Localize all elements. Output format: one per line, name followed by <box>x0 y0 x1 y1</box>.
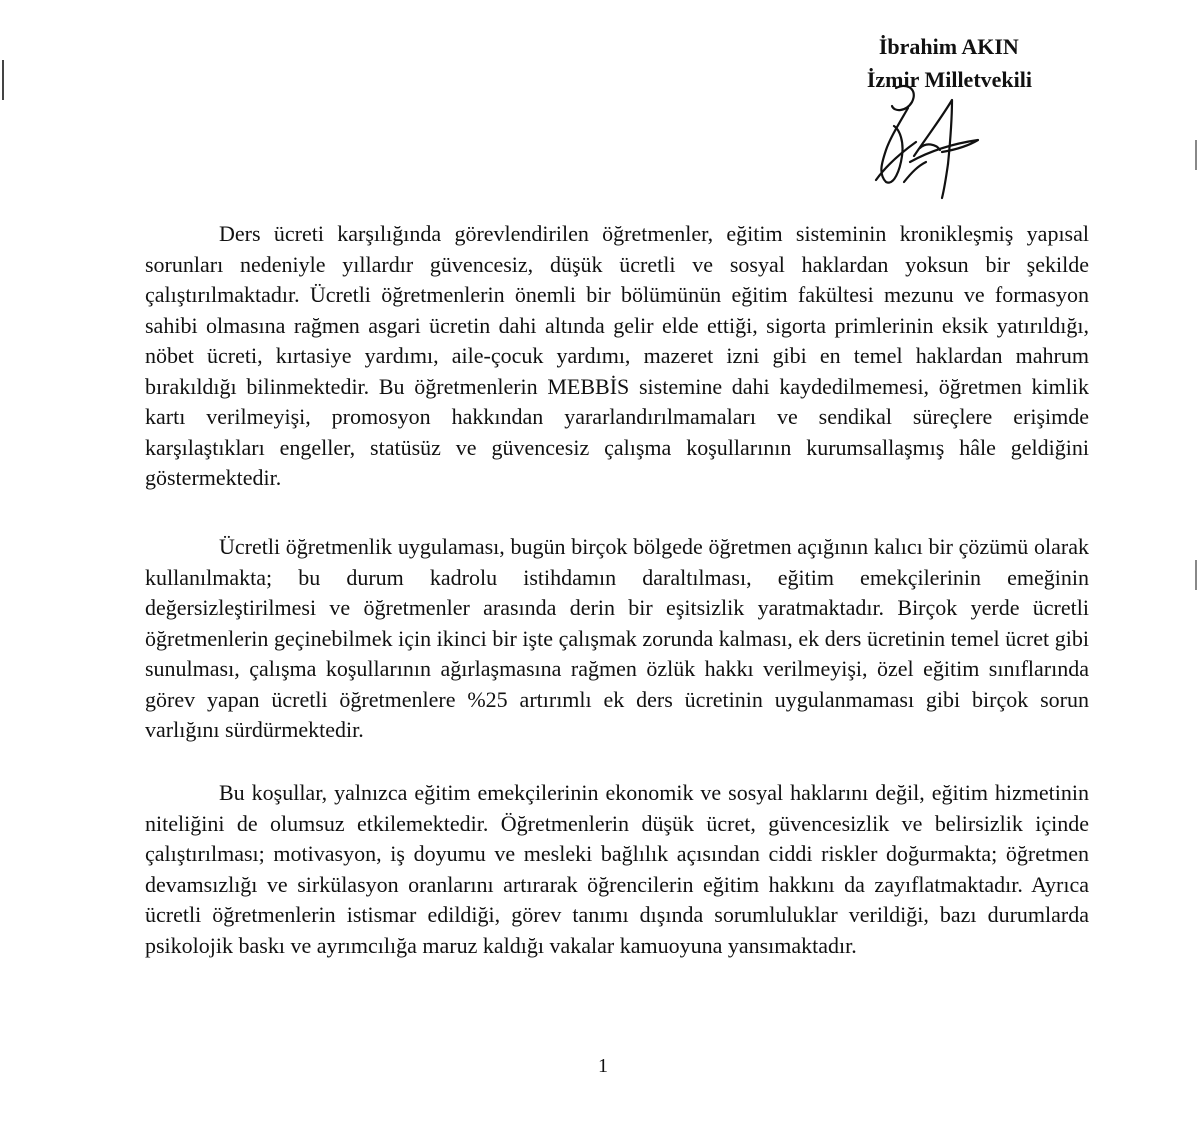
scan-edge-right <box>1195 140 1197 170</box>
scan-edge-left <box>2 60 4 100</box>
page-number: 1 <box>598 1055 608 1077</box>
paragraph-3: Bu koşullar, yalnızca eğitim emekçilerinin ekonomik ve sosyal haklarını değil, eğitim hizmetinin niteliğini de olumsuz etkilemektedir. Öğretmenlerin düşük ücret, güvencesizlik ve belirsizlik içinde çalıştırılması; motivasyon, iş doyumu ve mesleki bağlılık açısından ciddi riskler doğurmakta; öğretmen devamsızlığı ve sirkülasyon oranlarını artırarak öğrencilerin eğitim hakkını da zayıflatmaktadır. Ayrıca ücretli öğretmenlerin istismar edildiği, görev tanımı dışında sorumluluklar verildiği, bazı durumlarda psikolojik baskı ve ayrımcılığa maruz kaldığı vakalar kamuoyuna yansımaktadır. <box>145 780 1089 958</box>
handwritten-signature-icon <box>856 82 986 202</box>
author-name: İbrahim AKIN <box>878 34 1019 59</box>
scan-edge-right-lower <box>1195 560 1197 590</box>
paragraph-1: Ders ücreti karşılığında görevlendirilen öğretmenler, eğitim sisteminin kronikleşmiş yapısal sorunları nedeniyle yıllardır güvencesiz, düşük ücretli ve sosyal haklardan yoksun bir şekilde çalıştırılmaktadır. Ücretli öğretmenlerin önemli bir bölümünün eğitim fakültesi mezunu ve formasyon sahibi olmasına rağmen asgari ücretin dahi altında gelir elde ettiği, sigorta primlerinin eksik yatırıldığı, nöbet ücreti, kırtasiye yardımı, aile-çocuk yardımı, mazeret izni gibi en temel haklardan mahrum bırakıldığı bilinmektedir. Bu öğretmenlerin MEBBİS sistemine dahi kaydedilmemesi, öğretmen kimlik kartı verilmeyişi, promosyon hakkından yararlandırılmamaları ve sendikal süreçlere erişimde karşılaştıkları engeller, statüsüz ve güvencesiz çalışma koşullarının kurumsallaşmış hâle geldiğini göstermektedir. <box>145 221 1089 490</box>
author-title: İzmir Milletvekili <box>866 67 1032 92</box>
paragraph-2: Ücretli öğretmenlik uygulaması, bugün birçok bölgede öğretmen açığının kalıcı bir çözümü olarak kullanılmakta; bu durum kadrolu istihdamın daraltılması, eğitim emekçilerinin emeğinin değersizleştirilmesi ve öğretmenler arasında derin bir eşitsizlik yaratmaktadır. Birçok yerde ücretli öğretmenlerin geçinebilmek için ikinci bir işte çalışmak zorunda kalması, ek ders ücretinin temel ücret gibi sunulması, çalışma koşullarının ağırlaşmasına rağmen özlük hakkı verilmeyişi, özel eğitim sınıflarında görev yapan ücretli öğretmenlere %25 artırımlı ek ders ücretinin uygulanmaması gibi birçok sorun varlığını sürdürmektedir. <box>145 534 1089 742</box>
